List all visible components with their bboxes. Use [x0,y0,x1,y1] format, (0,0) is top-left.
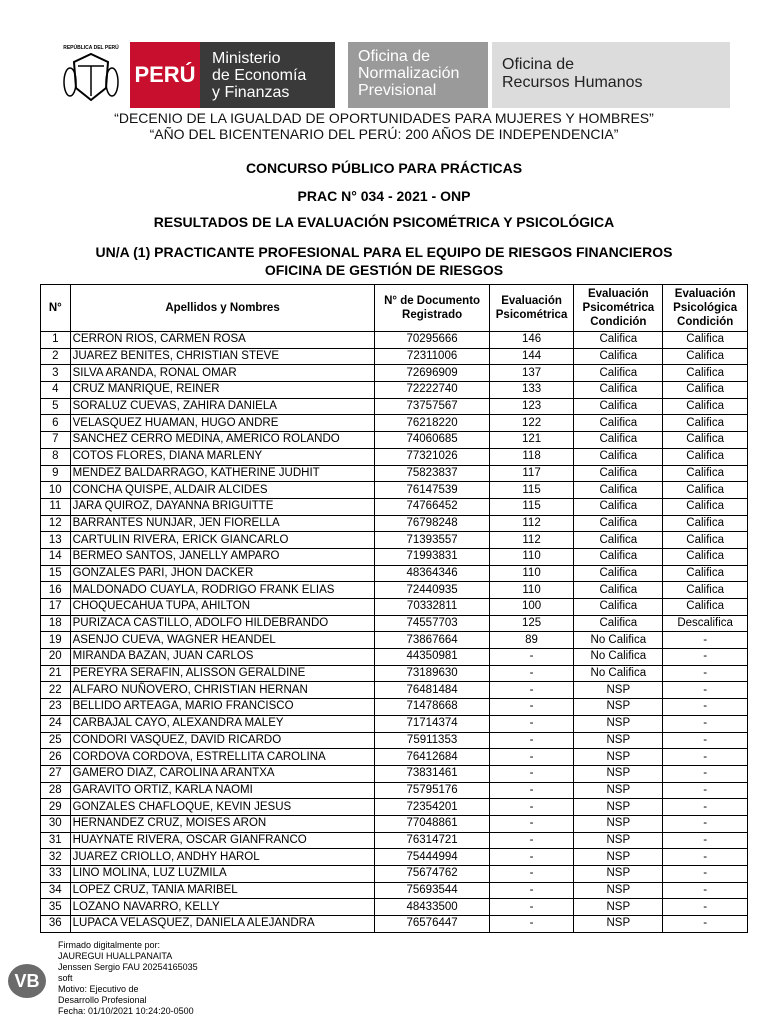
row-name: HERNANDEZ CRUZ, MOISES ARON [70,815,375,832]
table-row [41,699,748,716]
row-document: 71478668 [375,699,489,716]
row-document: 72440935 [375,582,489,599]
row-number: 18 [41,615,71,632]
results-table [40,284,748,933]
table-row [41,866,748,883]
row-psychometric: 89 [489,632,574,649]
row-name: BARRANTES NUNJAR, JEN FIORELLA [70,515,375,532]
row-document: 75693544 [375,882,489,899]
row-document: 73867664 [375,632,489,649]
row-document: 73757567 [375,398,489,415]
row-number: 23 [41,699,71,716]
row-document: 71714374 [375,715,489,732]
table-row [41,916,748,933]
row-document: 73189630 [375,665,489,682]
row-document: 71993831 [375,548,489,565]
row-document: 44350981 [375,649,489,666]
row-psychometric-condition: Califica [574,515,663,532]
row-psychological-condition: - [663,649,748,666]
row-psychological-condition: - [663,632,748,649]
row-psychometric: 115 [489,482,574,499]
row-document: 75674762 [375,866,489,883]
row-name: SORALUZ CUEVAS, ZAHIRA DANIELA [70,398,375,415]
row-psychometric: - [489,899,574,916]
row-name: MALDONADO CUAYLA, RODRIGO FRANK ELIAS [70,582,375,599]
col-number: N° [41,285,71,332]
row-psychometric-condition: Califica [574,548,663,565]
row-name: GAMERO DIAZ, CAROLINA ARANTXA [70,765,375,782]
row-name: CRUZ MANRIQUE, REINER [70,382,375,399]
table-row [41,432,748,449]
row-name: CARBAJAL CAYO, ALEXANDRA MALEY [70,715,375,732]
row-psychometric-condition: NSP [574,849,663,866]
row-psychological-condition: Descalifica [663,615,748,632]
onp-line: Previsional [358,82,437,99]
row-psychometric: 137 [489,365,574,382]
row-psychometric-condition: Califica [574,582,663,599]
row-name: ASENJO CUEVA, WAGNER HEANDEL [70,632,375,649]
table-body [41,332,748,933]
row-number: 32 [41,849,71,866]
row-name: JUAREZ CRIOLLO, ANDHY HAROL [70,849,375,866]
signature-line: Desarrollo Profesional [58,995,147,1005]
table-row [41,532,748,549]
row-psychometric: - [489,882,574,899]
row-document: 73831461 [375,765,489,782]
ministry-line: Ministerio [212,50,281,67]
row-name: COTOS FLORES, DIANA MARLENY [70,448,375,465]
row-number: 2 [41,348,71,365]
row-psychometric-condition: Califica [574,332,663,349]
row-document: 48364346 [375,565,489,582]
position-title: UN/A (1) PRACTICANTE PROFESIONAL PARA EL EQUIPO DE RIESGOS FINANCIEROS [95,244,673,260]
row-psychological-condition: - [663,882,748,899]
row-psychometric: 112 [489,532,574,549]
row-number: 35 [41,899,71,916]
row-document: 74557703 [375,615,489,632]
row-psychometric-condition: Califica [574,532,663,549]
row-psychological-condition: - [663,699,748,716]
row-psychological-condition: Califica [663,548,748,565]
table-row [41,649,748,666]
row-number: 27 [41,765,71,782]
row-name: MENDEZ BALDARRAGO, KATHERINE JUDHIT [70,465,375,482]
row-document: 75795176 [375,782,489,799]
table-row [41,832,748,849]
row-name: JUAREZ BENITES, CHRISTIAN STEVE [70,348,375,365]
row-psychological-condition: - [663,749,748,766]
row-psychological-condition: Califica [663,448,748,465]
signature-line: Fecha: 01/10/2021 10:24:20-0500 [58,1006,194,1016]
row-psychological-condition: - [663,849,748,866]
row-document: 76798248 [375,515,489,532]
table-row [41,782,748,799]
row-psychometric-condition: NSP [574,749,663,766]
row-psychometric-condition: NSP [574,699,663,716]
row-name: LOZANO NAVARRO, KELLY [70,899,375,916]
row-psychological-condition: Califica [663,482,748,499]
row-psychometric-condition: NSP [574,815,663,832]
row-psychological-condition: Califica [663,348,748,365]
row-psychometric: 110 [489,565,574,582]
table-row [41,332,748,349]
signature-line: Motivo: Ejecutivo de [58,984,139,994]
row-number: 1 [41,332,71,349]
row-psychometric-condition: Califica [574,482,663,499]
row-name: PURIZACA CASTILLO, ADOLFO HILDEBRANDO [70,615,375,632]
table-row [41,548,748,565]
row-document: 75911353 [375,732,489,749]
row-psychological-condition: - [663,782,748,799]
row-name: SANCHEZ CERRO MEDINA, AMERICO ROLANDO [70,432,375,449]
table-header-row [41,285,748,332]
row-name: LINO MOLINA, LUZ LUZMILA [70,866,375,883]
signature-line: soft [58,973,73,983]
row-psychometric-condition: Califica [574,348,663,365]
row-psychometric: - [489,699,574,716]
contest-title: CONCURSO PÚBLICO PARA PRÁCTICAS [245,160,523,176]
seal-label: REPÚBLICA DEL PERÚ [63,45,119,51]
row-number: 19 [41,632,71,649]
row-document: 74060685 [375,432,489,449]
row-document: 72354201 [375,799,489,816]
row-psychometric: 122 [489,415,574,432]
row-document: 76412684 [375,749,489,766]
table-row [41,365,748,382]
row-psychometric-condition: Califica [574,432,663,449]
row-name: HUAYNATE RIVERA, OSCAR GIANFRANCO [70,832,375,849]
row-psychometric: - [489,749,574,766]
col-psychometric-condition: Evaluación Psicométrica Condición [574,285,663,332]
row-number: 21 [41,665,71,682]
row-psychometric-condition: NSP [574,732,663,749]
row-psychological-condition: - [663,799,748,816]
table-row [41,448,748,465]
row-document: 70295666 [375,332,489,349]
row-psychometric-condition: NSP [574,682,663,699]
table-row [41,382,748,399]
row-psychological-condition: Califica [663,515,748,532]
row-name: CONCHA QUISPE, ALDAIR ALCIDES [70,482,375,499]
row-psychometric-condition: Califica [574,448,663,465]
onp-line: Normalización [358,65,460,82]
row-document: 76218220 [375,415,489,432]
row-document: 77048861 [375,815,489,832]
coat-of-arms-icon [60,42,122,108]
row-psychometric: 133 [489,382,574,399]
row-number: 10 [41,482,71,499]
row-psychometric: 110 [489,582,574,599]
row-psychological-condition: - [663,765,748,782]
row-psychometric-condition: Califica [574,565,663,582]
row-number: 15 [41,565,71,582]
row-number: 11 [41,498,71,515]
row-psychological-condition: - [663,899,748,916]
row-document: 72222740 [375,382,489,399]
row-psychometric: 100 [489,599,574,616]
row-psychological-condition: - [663,866,748,883]
row-psychometric: 146 [489,332,574,349]
row-psychometric: 144 [489,348,574,365]
row-number: 20 [41,649,71,666]
row-number: 14 [41,548,71,565]
row-psychological-condition: - [663,665,748,682]
row-psychological-condition: Califica [663,565,748,582]
row-name: JARA QUIROZ, DAYANNA BRIGUITTE [70,498,375,515]
row-psychometric-condition: Califica [574,599,663,616]
row-document: 48433500 [375,899,489,916]
col-psychological-condition: Evaluación Psicológica Condición [663,285,748,332]
table-row [41,715,748,732]
row-name: PEREYRA SERAFIN, ALISSON GERALDINE [70,665,375,682]
row-psychometric-condition: Califica [574,415,663,432]
table-row [41,815,748,832]
row-psychological-condition: - [663,815,748,832]
row-psychometric: 112 [489,515,574,532]
row-psychometric-condition: Califica [574,382,663,399]
row-psychological-condition: Califica [663,465,748,482]
row-psychometric: - [489,715,574,732]
row-document: 74766452 [375,498,489,515]
row-psychometric: - [489,866,574,883]
onp-label [348,42,488,108]
row-name: MIRANDA BAZAN, JUAN CARLOS [70,649,375,666]
row-name: CONDORI VASQUEZ, DAVID RICARDO [70,732,375,749]
row-number: 12 [41,515,71,532]
digital-signature [58,940,258,1017]
row-psychological-condition: Califica [663,332,748,349]
row-psychometric-condition: NSP [574,866,663,883]
row-document: 76314721 [375,832,489,849]
motto-line-2: “AÑO DEL BICENTENARIO DEL PERÚ: 200 AÑOS DE INDEPENDENCIA” [149,126,619,142]
col-psychometric: Evaluación Psicométrica [489,285,574,332]
table-row [41,398,748,415]
table-row [41,465,748,482]
row-number: 9 [41,465,71,482]
row-name: GONZALES CHAFLOQUE, KEVIN JESUS [70,799,375,816]
row-document: 76481484 [375,682,489,699]
row-number: 4 [41,382,71,399]
row-number: 36 [41,916,71,933]
row-psychological-condition: - [663,732,748,749]
row-psychometric: 110 [489,548,574,565]
table-row [41,749,748,766]
row-psychometric-condition: NSP [574,715,663,732]
table-row [41,615,748,632]
ministry-line: de Economía [212,67,307,84]
motto-line-1: “DECENIO DE LA IGUALDAD DE OPORTUNIDADES PARA MUJERES Y HOMBRES” [114,110,654,126]
row-psychometric-condition: Califica [574,615,663,632]
row-psychometric-condition: NSP [574,832,663,849]
vb-stamp-icon: VB [8,964,46,998]
row-psychological-condition: Califica [663,599,748,616]
row-document: 70332811 [375,599,489,616]
row-document: 76147539 [375,482,489,499]
row-name: VELASQUEZ HUAMAN, HUGO ANDRE [70,415,375,432]
row-psychological-condition: Califica [663,382,748,399]
letterhead [60,42,730,108]
row-psychometric: - [489,815,574,832]
row-number: 16 [41,582,71,599]
row-number: 8 [41,448,71,465]
row-psychometric-condition: Califica [574,465,663,482]
table-row [41,632,748,649]
row-psychometric-condition: No Califica [574,649,663,666]
table-row [41,849,748,866]
row-psychometric: - [489,649,574,666]
row-number: 34 [41,882,71,899]
table-row [41,348,748,365]
row-psychometric: - [489,732,574,749]
row-psychometric: - [489,832,574,849]
row-number: 22 [41,682,71,699]
row-psychological-condition: - [663,916,748,933]
hr-line: Recursos Humanos [502,74,643,91]
table-row [41,515,748,532]
row-number: 13 [41,532,71,549]
hr-office-label [492,42,730,108]
table-row [41,732,748,749]
row-psychometric: - [489,849,574,866]
row-psychometric: 121 [489,432,574,449]
contest-code: PRAC N° 034 - 2021 - ONP [297,188,471,204]
row-psychometric-condition: No Califica [574,632,663,649]
ministry-label [200,42,335,108]
row-psychometric: - [489,682,574,699]
row-number: 17 [41,599,71,616]
ministry-line: y Finanzas [212,84,290,101]
row-psychometric-condition: Califica [574,365,663,382]
row-psychological-condition: Califica [663,398,748,415]
row-document: 75823837 [375,465,489,482]
row-name: ALFARO NUÑOVERO, CHRISTIAN HERNAN [70,682,375,699]
row-document: 72311006 [375,348,489,365]
row-psychometric: 117 [489,465,574,482]
office-title: OFICINA DE GESTIÓN DE RIESGOS [264,262,504,278]
table-row [41,415,748,432]
row-number: 5 [41,398,71,415]
table-row [41,665,748,682]
row-psychometric: - [489,916,574,933]
row-psychological-condition: - [663,715,748,732]
row-name: BERMEO SANTOS, JANELLY AMPARO [70,548,375,565]
row-psychometric-condition: NSP [574,765,663,782]
row-psychometric-condition: NSP [574,899,663,916]
row-number: 7 [41,432,71,449]
signature-line: JAUREGUI HUALLPANAITA [58,951,173,961]
row-name: CARTULIN RIVERA, ERICK GIANCARLO [70,532,375,549]
table-row [41,765,748,782]
row-psychometric: 123 [489,398,574,415]
row-psychological-condition: Califica [663,532,748,549]
row-number: 25 [41,732,71,749]
row-psychological-condition: Califica [663,498,748,515]
hr-line: Oficina de [502,56,575,73]
col-name: Apellidos y Nombres [70,285,375,332]
table-row [41,582,748,599]
row-psychometric-condition: NSP [574,882,663,899]
row-name: LOPEZ CRUZ, TANIA MARIBEL [70,882,375,899]
row-number: 3 [41,365,71,382]
row-psychological-condition: - [663,682,748,699]
row-psychometric-condition: NSP [574,916,663,933]
row-number: 6 [41,415,71,432]
signature-line: Firmado digitalmente por: [58,940,161,950]
row-name: SILVA ARANDA, RONAL OMAR [70,365,375,382]
table-row [41,599,748,616]
row-psychological-condition: Califica [663,432,748,449]
row-psychometric: - [489,765,574,782]
row-psychological-condition: - [663,832,748,849]
row-number: 24 [41,715,71,732]
table-row [41,882,748,899]
row-number: 28 [41,782,71,799]
row-number: 29 [41,799,71,816]
col-document: N° de Documento Registrado [375,285,489,332]
row-psychological-condition: Califica [663,415,748,432]
row-name: CERRON RIOS, CARMEN ROSA [70,332,375,349]
peru-word: PERÚ [130,42,200,108]
row-document: 75444994 [375,849,489,866]
row-psychological-condition: Califica [663,582,748,599]
row-psychometric-condition: Califica [574,498,663,515]
row-psychometric-condition: No Califica [574,665,663,682]
row-number: 31 [41,832,71,849]
results-title: RESULTADOS DE LA EVALUACIÓN PSICOMÉTRICA Y PSICOLÓGICA [153,214,615,230]
row-name: GONZALES PARI, JHON DACKER [70,565,375,582]
signature-line: Jenssen Sergio FAU 20254165035 [58,962,198,972]
row-document: 72696909 [375,365,489,382]
row-document: 77321026 [375,448,489,465]
row-document: 76576447 [375,916,489,933]
row-document: 71393557 [375,532,489,549]
row-psychometric: - [489,782,574,799]
row-psychometric: 118 [489,448,574,465]
row-number: 30 [41,815,71,832]
row-psychometric: - [489,799,574,816]
row-number: 33 [41,866,71,883]
table-row [41,899,748,916]
table-row [41,682,748,699]
table-row [41,482,748,499]
table-row [41,565,748,582]
row-name: CHOQUECAHUA TUPA, AHILTON [70,599,375,616]
row-psychometric-condition: Califica [574,398,663,415]
row-psychological-condition: Califica [663,365,748,382]
table-row [41,498,748,515]
row-name: LUPACA VELASQUEZ, DANIELA ALEJANDRA [70,916,375,933]
onp-line: Oficina de [358,48,431,65]
row-psychometric: 115 [489,498,574,515]
row-psychometric: 125 [489,615,574,632]
row-psychometric-condition: NSP [574,799,663,816]
table-row [41,799,748,816]
row-name: CORDOVA CORDOVA, ESTRELLITA CAROLINA [70,749,375,766]
row-name: BELLIDO ARTEAGA, MARIO FRANCISCO [70,699,375,716]
row-number: 26 [41,749,71,766]
row-psychometric-condition: NSP [574,782,663,799]
row-psychometric: - [489,665,574,682]
row-name: GARAVITO ORTIZ, KARLA NAOMI [70,782,375,799]
